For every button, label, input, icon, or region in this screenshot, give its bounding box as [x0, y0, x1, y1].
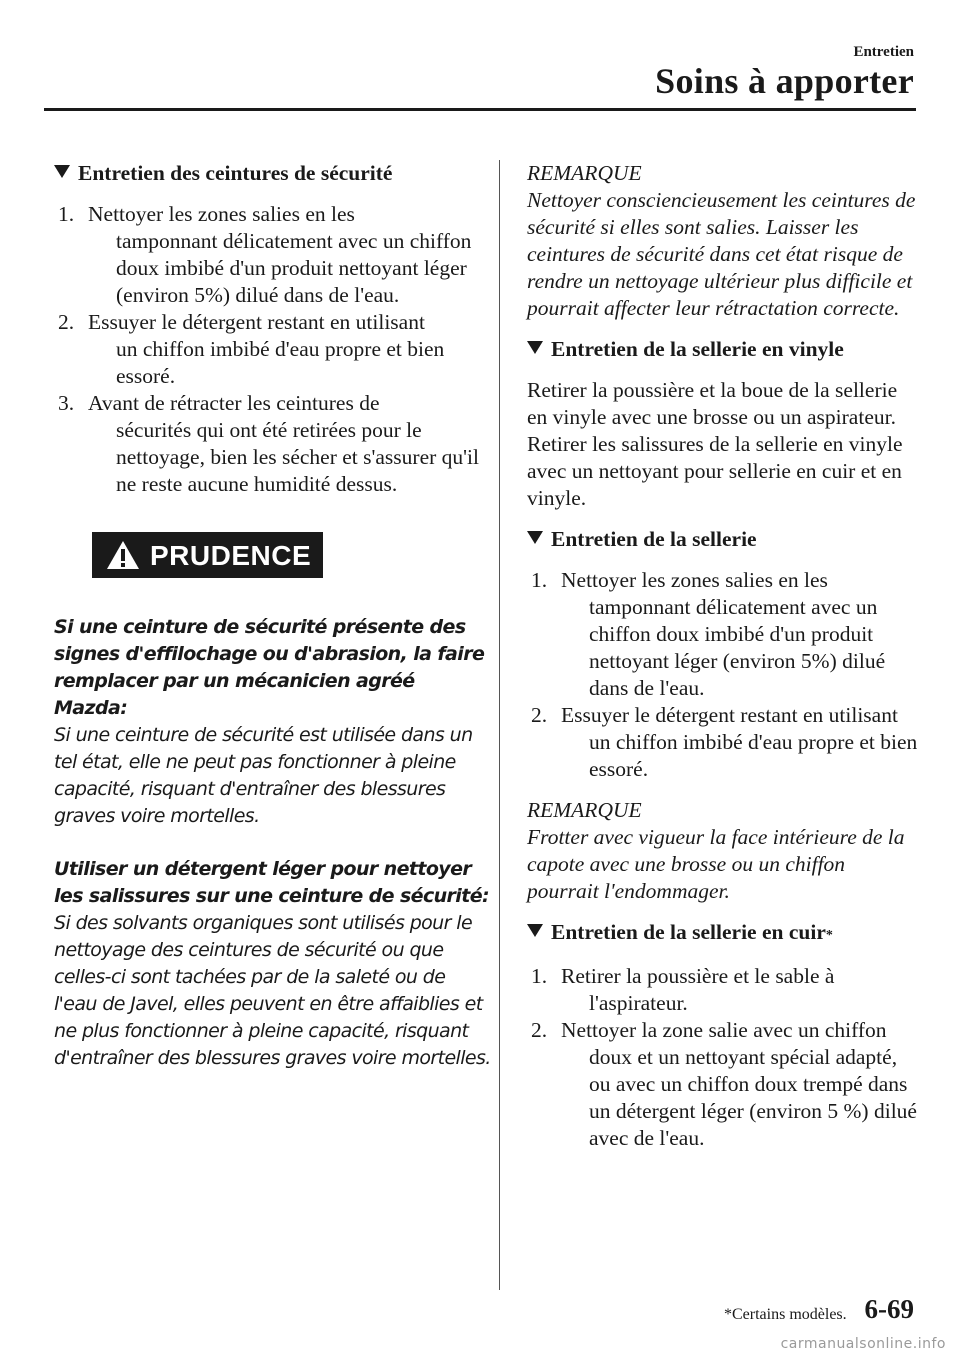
- step-number: 1.: [531, 964, 548, 988]
- heading-text: Entretien de la sellerie: [551, 527, 757, 551]
- remark-upholstery: [527, 797, 919, 905]
- asterisk-marker: *: [825, 928, 833, 943]
- step-text-rest: tamponnant délicatement avec un chiffon doux imbibé d'un produit nettoyant léger (environ 5%) dilué dans de l'eau.: [589, 595, 886, 700]
- header-section-label: Entretien: [853, 44, 914, 60]
- list-item: [54, 390, 492, 498]
- step-number: 1.: [58, 202, 75, 226]
- list-item: [527, 567, 919, 702]
- seatbelt-steps-list: [54, 201, 492, 498]
- step-text-first: Essuyer le détergent restant en utilisant: [88, 310, 425, 334]
- remark-text: Frotter avec vigueur la face intérieure de la capote avec une brosse ou un chiffon pourrait l'endommager.: [527, 825, 905, 903]
- triangle-bullet-icon: [527, 341, 543, 354]
- heading-text: Entretien des ceintures de sécurité: [78, 161, 393, 185]
- remark-text: Nettoyer consciencieusement les ceintures de sécurité si elles sont salies. Laisser les ceintures de sécurité dans cet état risque de rendre un nettoyage ultérieur plus difficile et pourrait affecter leur rétractation correcte.: [527, 188, 916, 320]
- list-item: [54, 309, 492, 390]
- caution-banner: [92, 532, 323, 578]
- step-text-first: Retirer la poussière et le sable à: [561, 964, 835, 988]
- step-text-rest: doux et un nettoyant spécial adapté, ou avec un chiffon doux trempé dans un détergent léger (environ 5 %) dilué avec de l'eau.: [589, 1045, 917, 1150]
- page-number: 6-69: [864, 1294, 914, 1324]
- caution-block-title: Utiliser un détergent léger pour nettoyer les salissures sur une ceinture de sécurité:: [54, 858, 489, 907]
- step-text-rest: tamponnant délicatement avec un chiffon doux imbibé d'un produit nettoyant léger (environ 5%) dilué dans de l'eau.: [116, 229, 472, 307]
- footnote-certain-models: *Certains modèles.: [724, 1306, 847, 1323]
- step-text-first: Nettoyer les zones salies en les: [561, 568, 828, 592]
- right-column: [527, 160, 919, 1166]
- caution-block-body: Si une ceinture de sécurité est utilisée dans un tel état, elle ne peut pas fonctionner à pleine capacité, risquant d'entraîner des blessures graves voire mortelles.: [54, 724, 473, 827]
- leather-steps-list: [527, 963, 919, 1152]
- caution-text: [54, 614, 492, 1072]
- watermark: carmanualsonline.info: [780, 1336, 946, 1352]
- remark-seatbelts: [527, 160, 919, 322]
- column-divider: [499, 160, 500, 1290]
- section-heading-vinyl: [527, 336, 919, 363]
- step-number: 3.: [58, 391, 75, 415]
- step-text-rest: sécurités qui ont été retirées pour le nettoyage, bien les sécher et s'assurer qu'il ne reste aucune humidité dessus.: [116, 418, 479, 496]
- list-item: [527, 702, 919, 783]
- upholstery-steps-list: [527, 567, 919, 783]
- list-item: [527, 1017, 919, 1152]
- step-text-rest: l'aspirateur.: [589, 991, 688, 1015]
- step-number: 2.: [531, 1018, 548, 1042]
- step-text-first: Nettoyer la zone salie avec un chiffon: [561, 1018, 887, 1042]
- list-item: [54, 201, 492, 309]
- list-item: [527, 963, 919, 1017]
- caution-label: PRUDENCE: [150, 539, 312, 571]
- warning-triangle-icon: [106, 540, 140, 570]
- remark-title: REMARQUE: [527, 798, 642, 822]
- caution-block-title: Si une ceinture de sécurité présente des signes d'effilochage ou d'abrasion, la faire remplacer par un mécanicien agréé Mazda:: [54, 616, 485, 719]
- section-heading-leather: [527, 919, 919, 949]
- caution-block-body: Si des solvants organiques sont utilisés pour le nettoyage des ceintures de sécurité ou que celles-ci sont tachées par de la saleté ou de l'eau de Javel, elles peuvent en être affaiblies et ne plus fonctionner à pleine capacité, risquant d'entraîner des blessures graves voire mortelles.: [54, 912, 491, 1069]
- triangle-bullet-icon: [527, 531, 543, 544]
- step-text-rest: un chiffon imbibé d'eau propre et bien essoré.: [116, 337, 445, 388]
- step-number: 2.: [58, 310, 75, 334]
- heading-text: Entretien de la sellerie en vinyle: [551, 337, 844, 361]
- step-number: 2.: [531, 703, 548, 727]
- heading-text: Entretien de la sellerie en cuir: [551, 920, 826, 944]
- section-heading-seatbelts: [54, 160, 492, 187]
- step-number: 1.: [531, 568, 548, 592]
- left-column: [54, 160, 492, 1072]
- step-text-first: Nettoyer les zones salies en les: [88, 202, 355, 226]
- remark-title: REMARQUE: [527, 161, 642, 185]
- vinyl-paragraph: Retirer la poussière et la boue de la sellerie en vinyle avec une brosse ou un aspirateur. Retirer les salissures de la sellerie en vinyle avec un nettoyant pour sellerie en cuir et en vinyle.: [527, 378, 903, 510]
- step-text-first: Avant de rétracter les ceintures de: [88, 391, 380, 415]
- section-heading-upholstery: [527, 526, 919, 553]
- step-text-rest: un chiffon imbibé d'eau propre et bien essoré.: [589, 730, 918, 781]
- triangle-bullet-icon: [54, 165, 70, 178]
- page-title: Soins à apporter: [655, 61, 914, 101]
- triangle-bullet-icon: [527, 924, 543, 937]
- header-rule: [44, 108, 916, 111]
- step-text-first: Essuyer le détergent restant en utilisant: [561, 703, 898, 727]
